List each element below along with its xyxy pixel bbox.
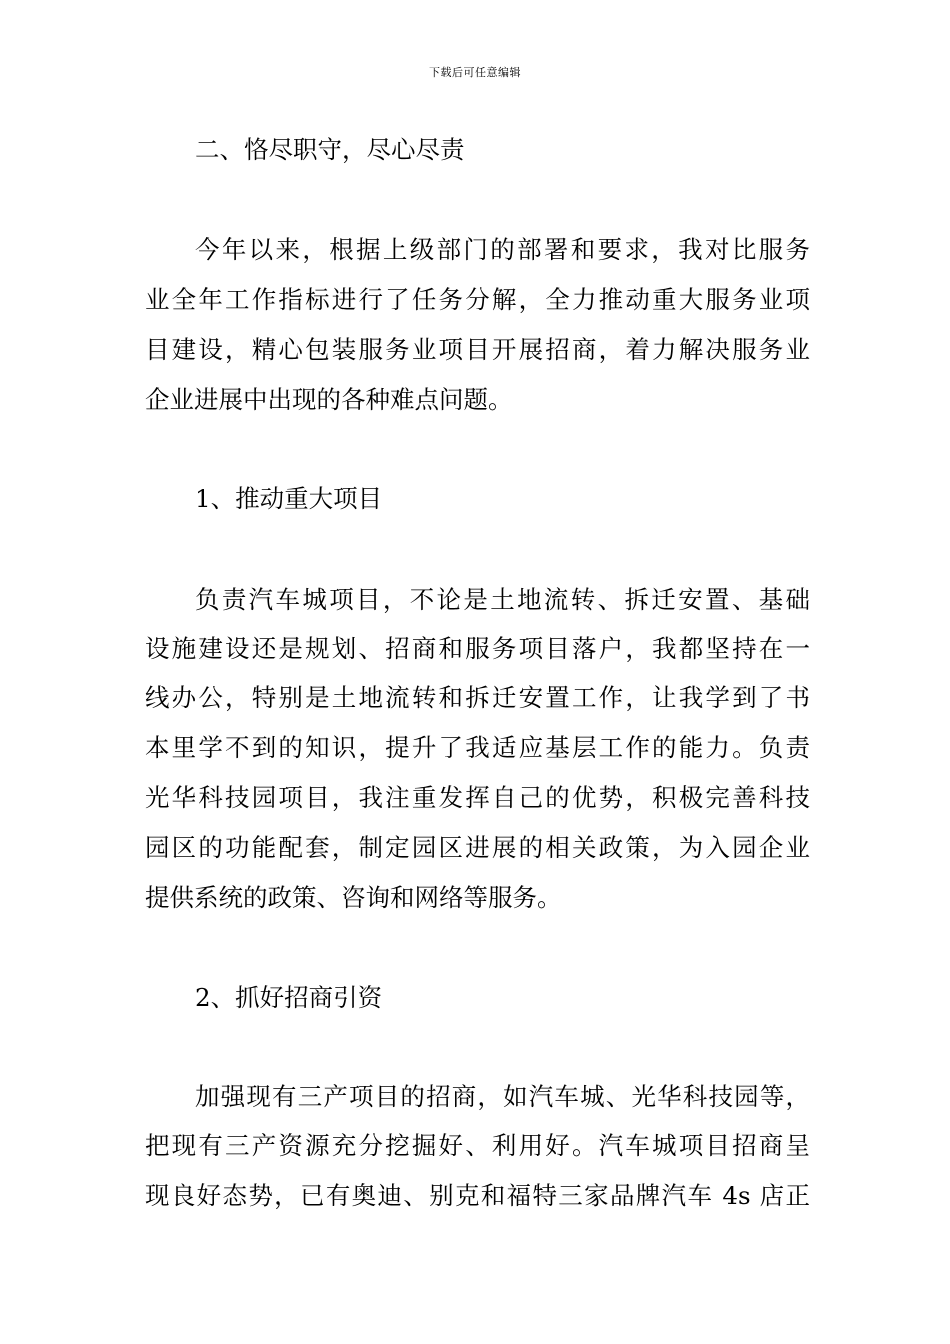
paragraph-line: 设施建设还是规划、招商和服务项目落户，我都坚持在一 — [145, 634, 810, 663]
paragraph-line: 线办公，特别是土地流转和拆迁安置工作，让我学到了书 — [145, 683, 810, 712]
paragraph-line: 目建设，精心包装服务业项目开展招商，着力解决服务业 — [145, 335, 810, 364]
paragraph-line: 今年以来，根据上级部门的部署和要求，我对比服务 — [195, 235, 810, 264]
paragraph-line: 业全年工作指标进行了任务分解，全力推动重大服务业项 — [145, 285, 810, 314]
subsection-heading: 1、推动重大项目 — [195, 484, 383, 513]
paragraph-line: 园区的功能配套，制定园区进展的相关政策，为入园企业 — [145, 833, 810, 862]
section-heading: 二、恪尽职守，尽心尽责 — [195, 135, 465, 164]
page-header-note: 下载后可任意编辑 — [429, 66, 521, 79]
paragraph-line: 加强现有三产项目的招商，如汽车城、光华科技园等， — [195, 1082, 810, 1111]
paragraph-line: 现良好态势，已有奥迪、别克和福特三家品牌汽车 4s 店正 — [145, 1181, 810, 1210]
paragraph-line: 本里学不到的知识，提升了我适应基层工作的能力。负责 — [145, 733, 810, 762]
paragraph-line: 企业进展中出现的各种难点问题。 — [145, 385, 513, 414]
paragraph-line: 负责汽车城项目，不论是土地流转、拆迁安置、基础 — [195, 585, 810, 614]
paragraph-line: 把现有三产资源充分挖掘好、利用好。汽车城项目招商呈 — [145, 1131, 810, 1160]
paragraph-line: 光华科技园项目，我注重发挥自己的优势，积极完善科技 — [145, 783, 810, 812]
paragraph-line: 提供系统的政策、咨询和网络等服务。 — [145, 883, 562, 912]
subsection-heading: 2、抓好招商引资 — [195, 983, 383, 1012]
